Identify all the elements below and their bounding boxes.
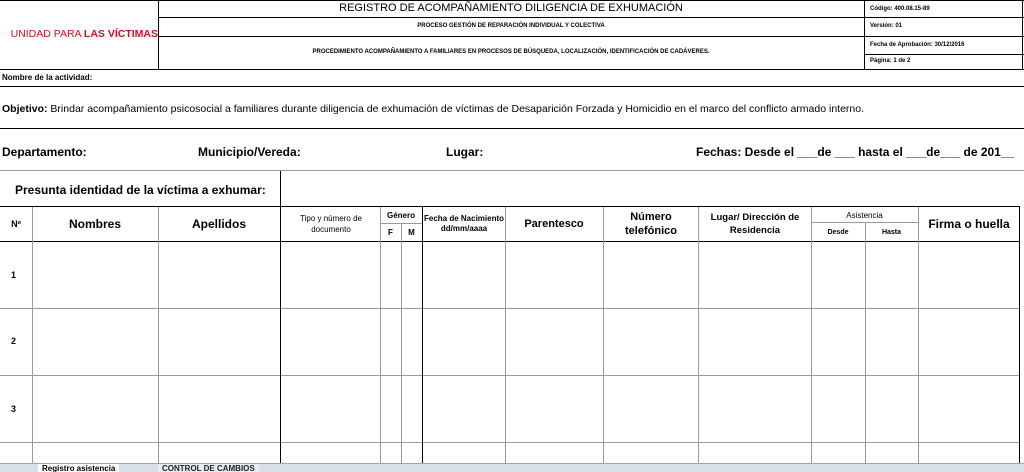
row-number-3: 3	[11, 404, 17, 414]
process-title: PROCESO GESTIÓN DE REPARACIÓN INDIVIDUAL Y COLECTIVA	[417, 23, 605, 29]
col-asistencia-header: Asistencia	[846, 210, 883, 220]
col-parentesco-header: Parentesco	[524, 218, 584, 230]
col-fecha-header: Fecha de Nacimiento dd/mm/aaaa	[423, 214, 505, 233]
col-hasta-header: Hasta	[881, 228, 902, 236]
objective-text: Brindar acompañamiento psicosocial a familiares durante diligencia de exhumación de víctimas de Desaparición Forzada y Homicidio en el marco del conflicto armado interno.	[47, 103, 865, 115]
fechas-label: Fechas: Desde el ___de ___ hasta el ___de___ de 201__	[696, 145, 1015, 159]
row-number-2: 2	[11, 336, 17, 346]
col-apellidos-header: Apellidos	[191, 217, 246, 231]
form-title: REGISTRO DE ACOMPAÑAMIENTO DILIGENCIA DE EXHUMACIÓN	[339, 2, 683, 14]
cell-nombres-row1[interactable]	[32, 242, 158, 308]
procedure-title: PROCEDIMIENTO ACOMPAÑAMIENTO A FAMILIARES EN PROCESOS DE BÚSQUEDA, LOCALIZACIÓN, IDENTIFICACIÓN DE CADÁVERES.	[312, 49, 710, 55]
coat-of-arms-icon	[4, 23, 5, 45]
objective-label: Objetivo:	[2, 103, 48, 115]
tab-registro-asistencia[interactable]: Registro asistencia	[38, 464, 119, 472]
cell-nombres-row3[interactable]	[32, 376, 158, 442]
col-desde-header: Desde	[827, 228, 849, 236]
col-m-header: M	[408, 228, 415, 237]
col-f-header: F	[388, 228, 393, 237]
departamento-label: Departamento:	[2, 145, 87, 159]
row-number-1: 1	[11, 270, 17, 280]
sheet-tabs-bar	[0, 463, 1024, 472]
municipio-label: Municipio/Vereda:	[198, 145, 301, 159]
col-documento-header: Tipo y número de documento	[300, 214, 362, 234]
approval-date: Fecha de Aprobación: 30/12/2016	[870, 42, 965, 48]
cell-nombres-row2[interactable]	[32, 309, 158, 375]
lugar-label: Lugar:	[446, 145, 484, 159]
document-code: Código: 400.08.15-89	[870, 6, 930, 12]
col-lugar-header: Lugar/ Dirección de Residencia	[710, 212, 800, 236]
col-firma-header: Firma o huella	[928, 217, 1010, 231]
col-genero-header: Género	[386, 211, 415, 220]
logo	[0, 0, 158, 68]
activity-label: Nombre de la actividad:	[2, 73, 93, 82]
tab-control-de-cambios[interactable]: CONTROL DE CAMBIOS	[158, 464, 259, 472]
col-telefono-header: Número telefónico	[625, 211, 677, 237]
presunta-label: Presunta identidad de la víctima a exhumar:	[15, 183, 266, 197]
col-number-header: Nº	[11, 219, 21, 229]
objective	[2, 103, 1017, 115]
logo-text: UNIDAD PARA LAS VÍCTIMAS	[10, 28, 158, 40]
page-number: Página: 1 de 2	[870, 58, 911, 64]
document-version: Versión: 01	[870, 23, 903, 29]
col-nombres-header: Nombres	[68, 217, 121, 231]
